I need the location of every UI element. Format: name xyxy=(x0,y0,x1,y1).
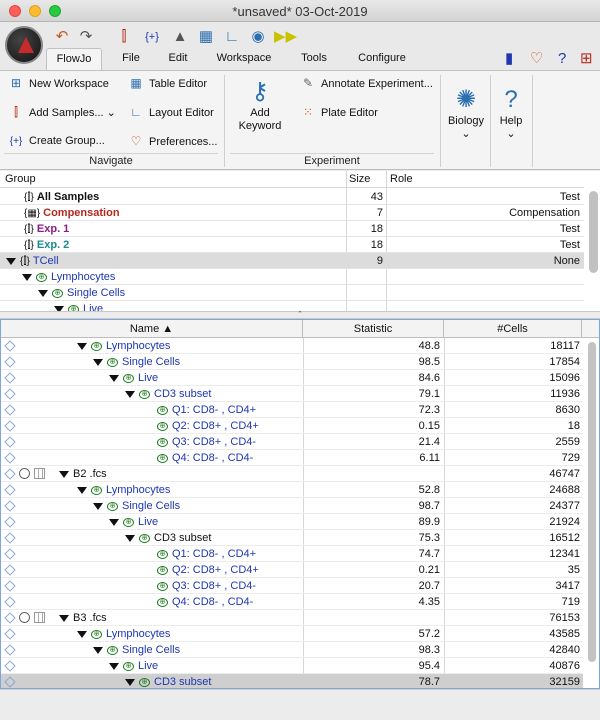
window-title: *unsaved* 03-Oct-2019 xyxy=(232,4,368,19)
expand-triangle-icon[interactable] xyxy=(125,391,135,398)
cells-column-header[interactable]: #Cells xyxy=(444,320,582,338)
gate-icon: ⊕ xyxy=(107,358,118,367)
row-name xyxy=(157,450,253,466)
row-name xyxy=(93,642,180,658)
row-name xyxy=(59,610,107,626)
gate-icon: ⊕ xyxy=(107,646,118,655)
gate-icon: ⊕ xyxy=(157,422,168,431)
group-row[interactable] xyxy=(0,253,584,269)
layout-editor-icon: ∟ xyxy=(130,105,142,119)
gate-row[interactable] xyxy=(1,354,583,370)
cell-count-value: 43585 xyxy=(549,628,580,640)
sample-circle-icon[interactable] xyxy=(19,468,30,479)
flowjo-logo-icon[interactable] xyxy=(5,26,43,64)
diamond-icon[interactable] xyxy=(4,500,15,511)
row-name-label: Q4: CD8- , CD4- xyxy=(172,452,254,464)
row-name-label: Single Cells xyxy=(122,500,181,512)
expand-triangle-icon[interactable] xyxy=(22,274,32,281)
cell-count-value: 46747 xyxy=(549,468,580,480)
group-row[interactable] xyxy=(0,301,584,311)
group-name-label: Single Cells xyxy=(67,287,126,299)
gate-icon: ⊕ xyxy=(139,534,150,543)
gate-row[interactable] xyxy=(1,402,583,418)
diamond-icon[interactable] xyxy=(4,660,15,671)
histogram-icon[interactable]: ▲ xyxy=(172,28,188,45)
diamond-icon[interactable] xyxy=(4,452,15,463)
table-editor-icon: ▦ xyxy=(130,76,142,90)
row-name-label: Live xyxy=(138,660,159,672)
row-name xyxy=(77,338,170,354)
statistic-column-header[interactable]: Statistic xyxy=(303,320,444,338)
new-workspace-button[interactable]: ⊞ New Workspace xyxy=(8,74,109,92)
group-name-label: All Samples xyxy=(36,191,100,203)
row-name xyxy=(59,466,107,482)
gate-row[interactable] xyxy=(1,514,583,530)
group-size: 43 xyxy=(370,191,383,203)
cell-count-value: 8630 xyxy=(555,404,580,416)
expand-triangle-icon[interactable] xyxy=(77,487,87,494)
row-name-label: Single Cells xyxy=(122,356,181,368)
row-name xyxy=(109,370,158,386)
diamond-icon[interactable] xyxy=(4,548,15,559)
row-name-label: Q2: CD8+ , CD4+ xyxy=(172,420,259,432)
preferences-icon: ♡ xyxy=(130,134,142,148)
heart-icon[interactable]: ♡ xyxy=(530,50,544,67)
ribbon-separator xyxy=(440,75,441,167)
redo-icon[interactable]: ↷ xyxy=(79,28,93,45)
ribbon-separator xyxy=(490,75,491,167)
gate-icon: ⊕ xyxy=(157,566,168,575)
statistic-value: 52.8 xyxy=(418,484,440,496)
group-size: 18 xyxy=(370,223,383,235)
cell-count-value: 40876 xyxy=(549,660,580,672)
expand-triangle-icon[interactable] xyxy=(59,471,69,478)
row-name-label: CD3 subset xyxy=(154,532,212,544)
group-size: 9 xyxy=(376,255,383,267)
statistic-value: 98.3 xyxy=(418,644,440,656)
row-name xyxy=(77,482,170,498)
layout-editor-button[interactable]: ∟ Layout Editor xyxy=(128,103,214,121)
row-name xyxy=(93,498,180,514)
gate-row[interactable] xyxy=(1,418,583,434)
sort-ascending-icon: ▲ xyxy=(162,323,174,335)
group-row[interactable] xyxy=(0,285,584,301)
gate-row[interactable] xyxy=(1,450,583,466)
gate-icon: ⊕ xyxy=(36,273,47,282)
add-samples-button[interactable]: ⫿ Add Samples... ⌄ xyxy=(8,103,116,121)
biology-button[interactable]: ✺ Biology ⌄ xyxy=(444,85,488,141)
tab-workspace[interactable]: Workspace xyxy=(216,52,272,64)
diamond-icon[interactable] xyxy=(4,532,15,543)
sample-row[interactable] xyxy=(1,466,583,482)
statistic-value: 57.2 xyxy=(418,628,440,640)
row-name-label: Single Cells xyxy=(122,644,181,656)
group-name xyxy=(24,221,69,238)
gate-row[interactable] xyxy=(1,626,583,642)
gate-icon: ⊕ xyxy=(123,662,134,671)
cell-count-value: 32159 xyxy=(549,676,580,688)
sample-table xyxy=(0,319,600,689)
key-icon: ⚷ xyxy=(251,78,269,105)
group-size: 18 xyxy=(370,239,383,251)
gate-icon: ⊕ xyxy=(68,305,79,311)
row-name xyxy=(157,546,256,562)
sample-grid-icon[interactable] xyxy=(34,468,45,479)
diamond-icon[interactable] xyxy=(4,436,15,447)
sample-row[interactable] xyxy=(1,610,583,626)
refresh-icon[interactable]: ◉ xyxy=(251,28,265,45)
group-row[interactable] xyxy=(0,237,584,253)
layout-icon[interactable]: ∟ xyxy=(224,28,240,45)
group-role[interactable]: Test xyxy=(559,191,580,203)
statistic-value: 75.3 xyxy=(418,532,440,544)
diamond-icon[interactable] xyxy=(4,612,15,623)
diamond-icon[interactable] xyxy=(4,644,15,655)
row-name xyxy=(77,626,170,642)
row-name-label: Live xyxy=(138,372,159,384)
gate-row[interactable] xyxy=(1,562,583,578)
gate-row[interactable] xyxy=(1,386,583,402)
row-name xyxy=(125,386,211,402)
expand-triangle-icon[interactable] xyxy=(77,343,87,350)
expand-triangle-icon[interactable] xyxy=(125,679,135,686)
group-name-label: Compensation xyxy=(43,207,120,219)
row-name xyxy=(157,578,256,594)
name-column-header[interactable]: Name ▲ xyxy=(1,320,303,338)
tab-tools[interactable]: Tools xyxy=(301,52,327,64)
row-name xyxy=(109,514,158,530)
diamond-icon[interactable] xyxy=(4,340,15,351)
gate-icon: ⊕ xyxy=(157,406,168,415)
gate-row[interactable] xyxy=(1,658,583,674)
statistic-value: 0.21 xyxy=(418,564,440,576)
gate-icon: ⊕ xyxy=(91,630,102,639)
group-row[interactable] xyxy=(0,205,584,221)
group-row[interactable] xyxy=(0,269,584,285)
row-name-label: Q1: CD8- , CD4+ xyxy=(172,404,257,416)
group-name xyxy=(38,285,125,301)
cell-count-value: 42840 xyxy=(549,644,580,656)
row-name-label: Live xyxy=(138,516,159,528)
cell-count-value: 24688 xyxy=(549,484,580,496)
experiment-group-label: Experiment xyxy=(304,155,360,167)
expand-triangle-icon[interactable] xyxy=(38,290,48,297)
cell-count-value: 18117 xyxy=(550,340,580,352)
cell-count-value: 18 xyxy=(567,420,580,432)
statistic-value: 6.11 xyxy=(419,452,440,464)
row-name-label: Q3: CD8+ , CD4- xyxy=(172,436,257,448)
title-bar xyxy=(0,0,600,22)
expand-triangle-icon[interactable] xyxy=(93,359,103,366)
row-name xyxy=(157,418,259,434)
diamond-icon[interactable] xyxy=(4,564,15,575)
expand-triangle-icon[interactable] xyxy=(109,663,119,670)
tube-icon[interactable]: ⫿ xyxy=(121,28,127,45)
statistic-value: 79.1 xyxy=(418,388,440,400)
row-name xyxy=(93,354,180,370)
gate-icon: ⊕ xyxy=(123,374,134,383)
group-role[interactable]: None xyxy=(553,255,580,267)
group-name xyxy=(24,237,69,254)
group-icon: {⫿} xyxy=(24,192,34,203)
gate-icon: ⊕ xyxy=(52,289,63,298)
create-group-button[interactable]: {+} Create Group... xyxy=(8,132,105,150)
expand-triangle-icon[interactable] xyxy=(93,647,103,654)
gate-icon: ⊕ xyxy=(91,486,102,495)
group-role[interactable]: Compensation xyxy=(509,207,580,219)
row-name-label: Q4: CD8- , CD4- xyxy=(172,596,254,608)
gate-icon: ⊕ xyxy=(157,454,168,463)
sample-circle-icon[interactable] xyxy=(19,612,30,623)
expand-triangle-icon[interactable] xyxy=(59,615,69,622)
statistic-value: 89.9 xyxy=(418,516,440,528)
statistic-value: 0.15 xyxy=(418,420,440,432)
cell-count-value: 11936 xyxy=(550,388,580,400)
gate-row[interactable] xyxy=(1,530,583,546)
size-column-header[interactable]: Size xyxy=(349,173,371,185)
diamond-icon[interactable] xyxy=(4,404,15,415)
preferences-button[interactable]: ♡ Preferences... xyxy=(128,132,217,150)
expand-triangle-icon[interactable] xyxy=(109,519,119,526)
gate-row[interactable] xyxy=(1,338,583,354)
gate-row[interactable] xyxy=(1,434,583,450)
group-row[interactable] xyxy=(0,189,584,205)
statistic-value: 78.7 xyxy=(418,676,440,688)
tab-file[interactable]: File xyxy=(122,52,140,64)
row-name-label: Lymphocytes xyxy=(106,484,171,496)
experiment-divider xyxy=(230,153,434,154)
bookmark-icon[interactable]: ▮ xyxy=(505,50,514,67)
cell-count-value: 16512 xyxy=(549,532,580,544)
cell-count-value: 76153 xyxy=(549,612,580,624)
row-name xyxy=(157,594,253,610)
expand-triangle-icon[interactable] xyxy=(109,375,119,382)
row-name xyxy=(157,434,256,450)
group-role[interactable]: Test xyxy=(559,239,580,251)
cell-count-value: 719 xyxy=(561,596,580,608)
cell-count-value: 21924 xyxy=(549,516,580,528)
group-name-label: Lymphocytes xyxy=(51,271,116,283)
row-name xyxy=(125,530,211,546)
sample-table-header xyxy=(1,320,599,338)
question-icon: ? xyxy=(504,86,518,113)
statistic-value: 98.5 xyxy=(418,356,440,368)
ribbon-separator xyxy=(532,75,533,167)
tab-flowjo[interactable]: FlowJo xyxy=(46,48,102,70)
help-icon[interactable]: ? xyxy=(558,50,567,67)
gate-row[interactable] xyxy=(1,498,583,514)
row-name-label: Lymphocytes xyxy=(106,340,171,352)
group-size: 7 xyxy=(376,207,383,219)
group-table xyxy=(0,171,600,311)
gate-icon: ⊕ xyxy=(139,390,150,399)
statistic-value: 74.7 xyxy=(418,548,440,560)
diamond-icon[interactable] xyxy=(4,468,15,479)
tab-edit[interactable]: Edit xyxy=(168,52,188,64)
group-icon: {⫿} xyxy=(24,240,34,251)
pane-splitter[interactable]: ⌃ xyxy=(0,311,600,319)
tab-configure[interactable]: Configure xyxy=(358,52,406,64)
new-workspace-icon: ⊞ xyxy=(10,76,22,90)
group-name xyxy=(22,269,115,285)
statistic-value: 20.7 xyxy=(418,580,440,592)
diamond-icon[interactable] xyxy=(4,484,15,495)
statistic-value: 72.3 xyxy=(418,404,440,416)
group-icon[interactable]: {+} xyxy=(145,31,159,43)
row-name-label: Q1: CD8- , CD4+ xyxy=(172,548,257,560)
statistic-value: 48.8 xyxy=(418,340,440,352)
statistic-value: 4.35 xyxy=(418,596,440,608)
status-bar xyxy=(0,689,600,720)
diamond-icon[interactable] xyxy=(4,420,15,431)
gate-row[interactable] xyxy=(1,578,583,594)
navigate-divider xyxy=(4,153,218,154)
diamond-icon[interactable] xyxy=(4,372,15,383)
annotate-experiment-button[interactable]: ✎ Annotate Experiment... xyxy=(300,74,433,92)
gate-row[interactable] xyxy=(1,482,583,498)
group-column-header[interactable]: Group xyxy=(5,173,36,185)
expand-triangle-icon[interactable] xyxy=(93,503,103,510)
gate-row[interactable] xyxy=(1,594,583,610)
plate-editor-button[interactable]: ⁙ Plate Editor xyxy=(300,103,378,121)
row-name-label: B2 .fcs xyxy=(73,468,107,480)
top-strip xyxy=(0,22,600,70)
gate-row[interactable] xyxy=(1,674,583,689)
gate-icon: ⊕ xyxy=(157,582,168,591)
gate-icon: ⊕ xyxy=(139,678,150,687)
gate-icon: ⊕ xyxy=(157,598,168,607)
expand-triangle-icon[interactable] xyxy=(6,258,16,265)
cell-count-value: 2559 xyxy=(555,436,580,448)
row-name-label: CD3 subset xyxy=(154,676,212,688)
group-name-label: TCell xyxy=(32,255,59,267)
group-icon: {▦} xyxy=(24,208,41,219)
diamond-icon[interactable] xyxy=(4,580,15,591)
ribbon-separator xyxy=(224,75,225,167)
diamond-icon[interactable] xyxy=(4,516,15,527)
group-icon: {⫿} xyxy=(20,256,30,267)
group-name-label: Exp. 2 xyxy=(36,239,70,251)
row-name xyxy=(157,402,256,418)
row-name-label: Q2: CD8+ , CD4+ xyxy=(172,564,259,576)
sample-grid-icon[interactable] xyxy=(34,612,45,623)
new-document-icon[interactable]: ⊞ xyxy=(580,50,593,67)
group-name xyxy=(54,301,103,311)
cell-count-value: 35 xyxy=(567,564,580,576)
group-name xyxy=(24,189,99,206)
diamond-icon[interactable] xyxy=(4,676,15,687)
expand-triangle-icon[interactable] xyxy=(77,631,87,638)
group-name xyxy=(6,253,59,270)
group-scrollbar[interactable] xyxy=(589,191,598,273)
plate-icon: ⁙ xyxy=(302,105,314,119)
gate-icon: ⊕ xyxy=(107,502,118,511)
row-name-label: B3 .fcs xyxy=(73,612,107,624)
biology-icon: ✺ xyxy=(455,86,477,113)
row-name-label: Lymphocytes xyxy=(106,628,171,640)
statistic-value: 98.7 xyxy=(418,500,440,512)
diamond-icon[interactable] xyxy=(4,356,15,367)
group-name-label: Exp. 1 xyxy=(36,223,70,235)
ribbon xyxy=(0,70,600,170)
navigate-group-label: Navigate xyxy=(89,155,133,167)
statistic-value: 84.6 xyxy=(418,372,440,384)
group-row[interactable] xyxy=(0,221,584,237)
group-icon: {⫿} xyxy=(24,224,34,235)
table-icon[interactable]: ▦ xyxy=(198,28,214,45)
group-name-label: Live xyxy=(83,303,104,311)
expand-triangle-icon[interactable] xyxy=(125,535,135,542)
cell-count-value: 729 xyxy=(561,452,580,464)
diamond-icon[interactable] xyxy=(4,388,15,399)
help-button[interactable]: ? Help ⌄ xyxy=(492,85,530,141)
gate-row[interactable] xyxy=(1,642,583,658)
group-table-header xyxy=(0,171,584,188)
run-icon[interactable]: ▶▶ xyxy=(274,28,298,45)
diamond-icon[interactable] xyxy=(4,628,15,639)
annotate-icon: ✎ xyxy=(302,76,314,90)
row-name xyxy=(157,562,259,578)
row-name-label: CD3 subset xyxy=(154,388,212,400)
cell-count-value: 3417 xyxy=(555,580,580,592)
gate-icon: ⊕ xyxy=(91,342,102,351)
gate-icon: ⊕ xyxy=(123,518,134,527)
add-samples-icon: ⫿ xyxy=(14,105,18,119)
group-name xyxy=(24,205,120,222)
row-name-label: Q3: CD8+ , CD4- xyxy=(172,580,257,592)
group-role[interactable]: Test xyxy=(559,223,580,235)
diamond-icon[interactable] xyxy=(4,596,15,607)
cell-count-value: 24377 xyxy=(549,500,580,512)
statistic-value: 21.4 xyxy=(418,436,440,448)
row-name xyxy=(109,658,158,674)
row-name xyxy=(125,674,211,689)
gate-icon: ⊕ xyxy=(157,550,168,559)
role-column-header[interactable]: Role xyxy=(390,173,413,185)
gate-icon: ⊕ xyxy=(157,438,168,447)
undo-icon[interactable]: ↶ xyxy=(55,28,69,45)
cell-count-value: 12341 xyxy=(549,548,580,560)
create-group-icon: {+} xyxy=(9,136,23,147)
cell-count-value: 15096 xyxy=(549,372,580,384)
add-keyword-button[interactable]: ⚷ Add Keyword xyxy=(230,77,290,133)
sample-scrollbar[interactable] xyxy=(588,342,596,662)
statistic-value: 95.4 xyxy=(418,660,440,672)
gate-row[interactable] xyxy=(1,546,583,562)
gate-row[interactable] xyxy=(1,370,583,386)
table-editor-button[interactable]: ▦ Table Editor xyxy=(128,74,207,92)
cell-count-value: 17854 xyxy=(549,356,580,368)
